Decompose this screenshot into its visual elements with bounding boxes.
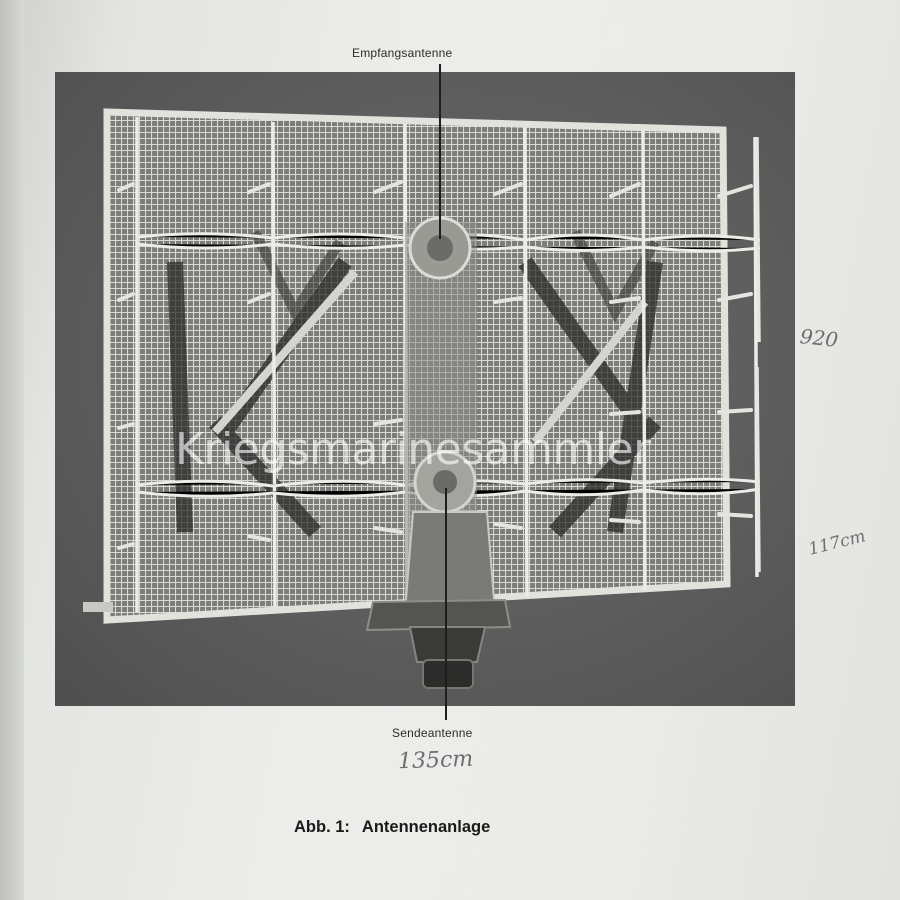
page-binding-edge <box>0 0 24 900</box>
leader-line-bottom <box>445 488 447 720</box>
watermark: Kriegsmarinesammler <box>175 424 651 475</box>
caption-title: Antennenanlage <box>361 818 491 836</box>
handwritten-note-117cm: 117cm <box>806 526 868 560</box>
handwritten-note-920: 920 <box>798 324 840 352</box>
handwritten-note-135cm: 135cm <box>397 746 474 775</box>
antenna-photograph <box>55 72 795 706</box>
antenna-illustration <box>55 72 795 706</box>
figure-caption <box>294 818 490 837</box>
mount-base <box>367 600 510 630</box>
label-transmitting-antenna: Sendeantenne <box>392 726 473 740</box>
caption-number: Abb. 1: <box>294 818 350 836</box>
leader-line-top <box>439 64 441 239</box>
label-receiving-antenna: Empfangsantenne <box>352 46 453 60</box>
